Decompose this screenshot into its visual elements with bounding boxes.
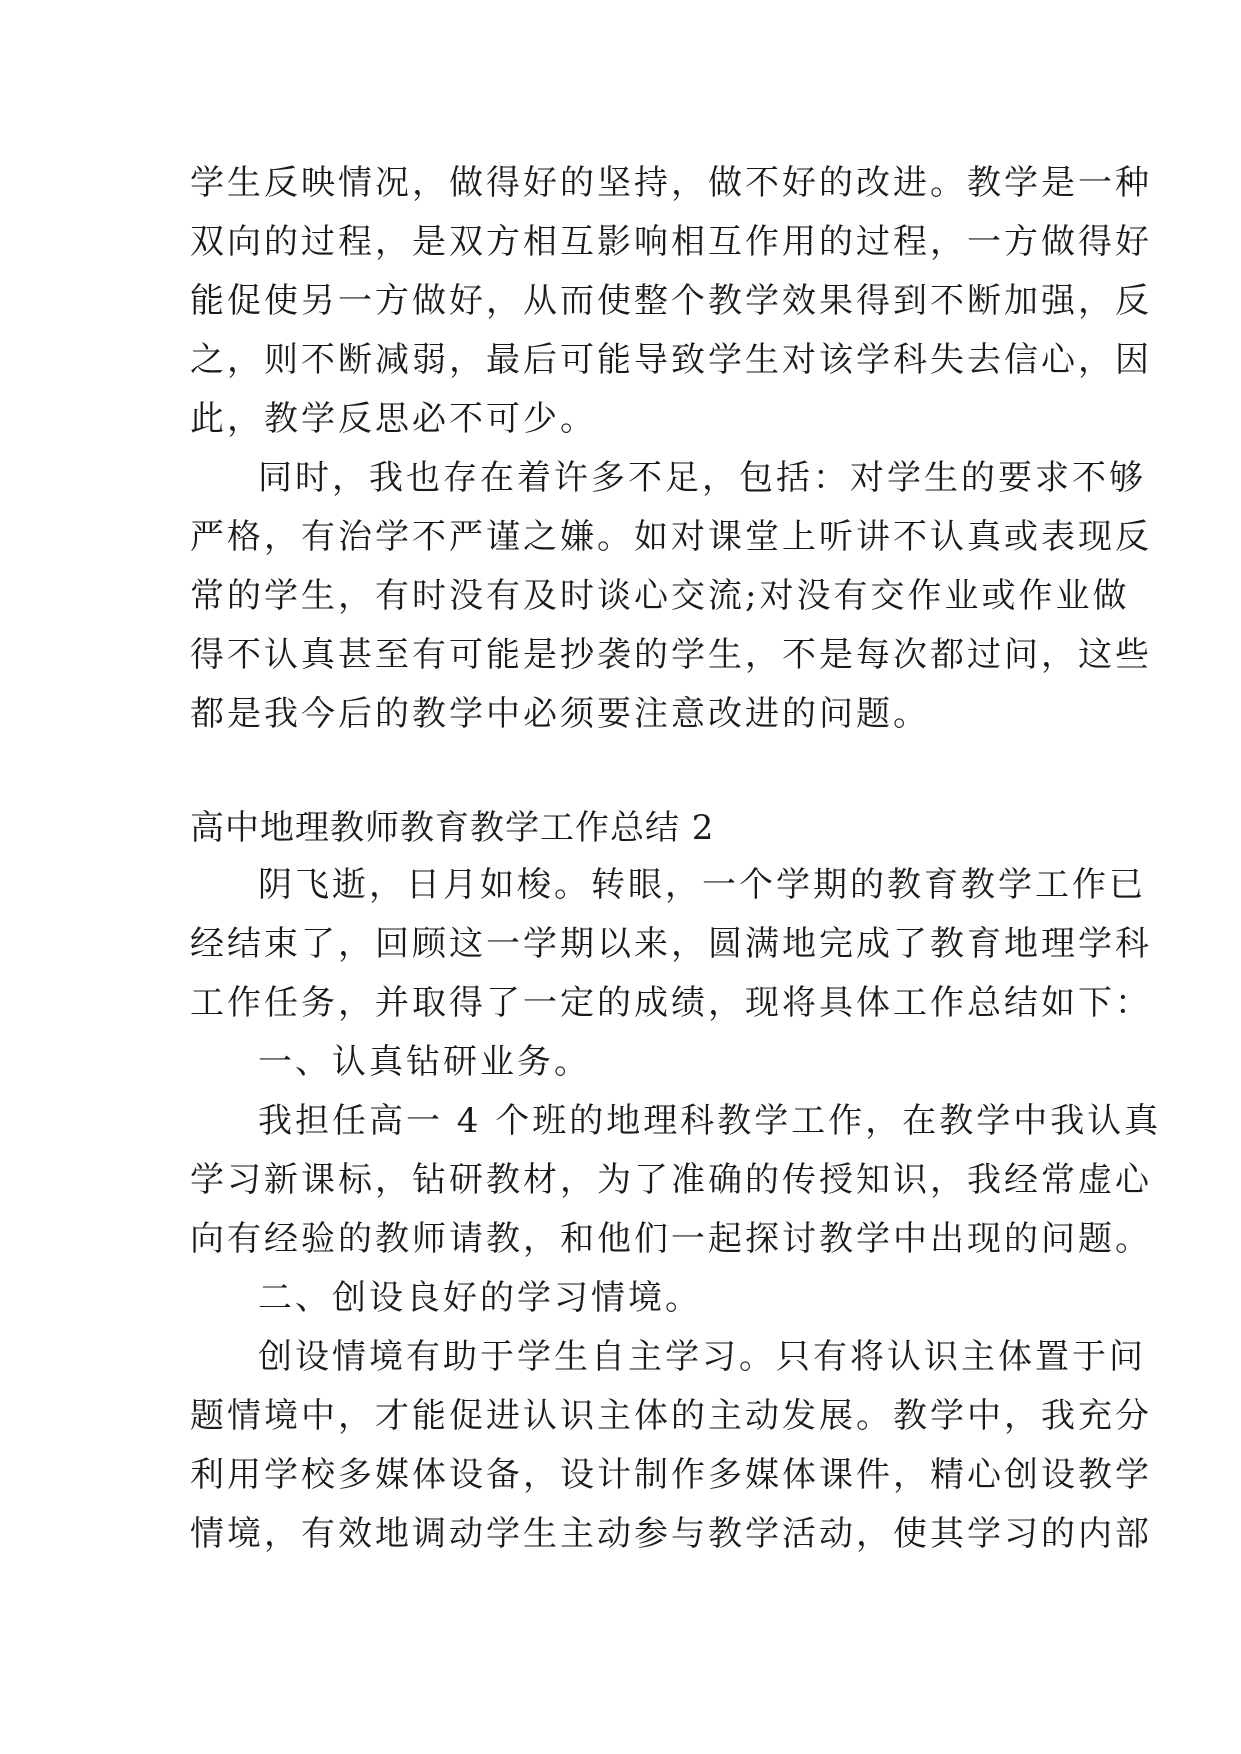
subheading-line: 一、认真钻研业务。 [258,1042,591,1082]
paragraph-line: 学习新课标，钻研教材，为了准确的传授知识，我经常虚心 [190,1160,1152,1200]
subheading-line: 二、创设良好的学习情境。 [258,1278,702,1318]
paragraph-line: 双向的过程，是双方相互影响相互作用的过程，一方做得好 [190,222,1152,262]
paragraph-line: 情境，有效地调动学生主动参与教学活动，使其学习的内部 [190,1514,1152,1554]
paragraph-line: 利用学校多媒体设备，设计制作多媒体课件，精心创设教学 [190,1455,1152,1495]
paragraph-line: 得不认真甚至有可能是抄袭的学生，不是每次都过问，这些 [190,635,1152,675]
paragraph-line: 我担任高一 4 个班的地理科教学工作，在教学中我认真 [258,1101,1162,1141]
paragraph-line: 题情境中，才能促进认识主体的主动发展。教学中，我充分 [190,1396,1152,1436]
paragraph-line: 向有经验的教师请教，和他们一起探讨教学中出现的问题。 [190,1219,1152,1259]
paragraph-line: 之，则不断减弱，最后可能导致学生对该学科失去信心，因 [190,340,1152,380]
paragraph-line: 能促使另一方做好，从而使整个教学效果得到不断加强，反 [190,281,1152,321]
paragraph-line: 阴飞逝，日月如梭。转眼，一个学期的教育教学工作已 [258,865,1146,905]
paragraph-line: 严格，有治学不严谨之嫌。如对课堂上听讲不认真或表现反 [190,517,1152,557]
paragraph-line: 此，教学反思必不可少。 [190,399,597,439]
paragraph-line: 工作任务，并取得了一定的成绩，现将具体工作总结如下： [190,983,1152,1023]
paragraph-line: 创设情境有助于学生自主学习。只有将认识主体置于问 [258,1337,1146,1377]
paragraph-line: 常的学生，有时没有及时谈心交流;对没有交作业或作业做 [190,576,1130,616]
paragraph-line: 都是我今后的教学中必须要注意改进的问题。 [190,694,930,734]
paragraph-line: 经结束了，回顾这一学期以来，圆满地完成了教育地理学科 [190,924,1152,964]
section-heading: 高中地理教师教育教学工作总结 2 [190,808,715,848]
paragraph-line: 同时，我也存在着许多不足，包括：对学生的要求不够 [258,458,1146,498]
paragraph-line: 学生反映情况，做得好的坚持，做不好的改进。教学是一种 [190,163,1152,203]
